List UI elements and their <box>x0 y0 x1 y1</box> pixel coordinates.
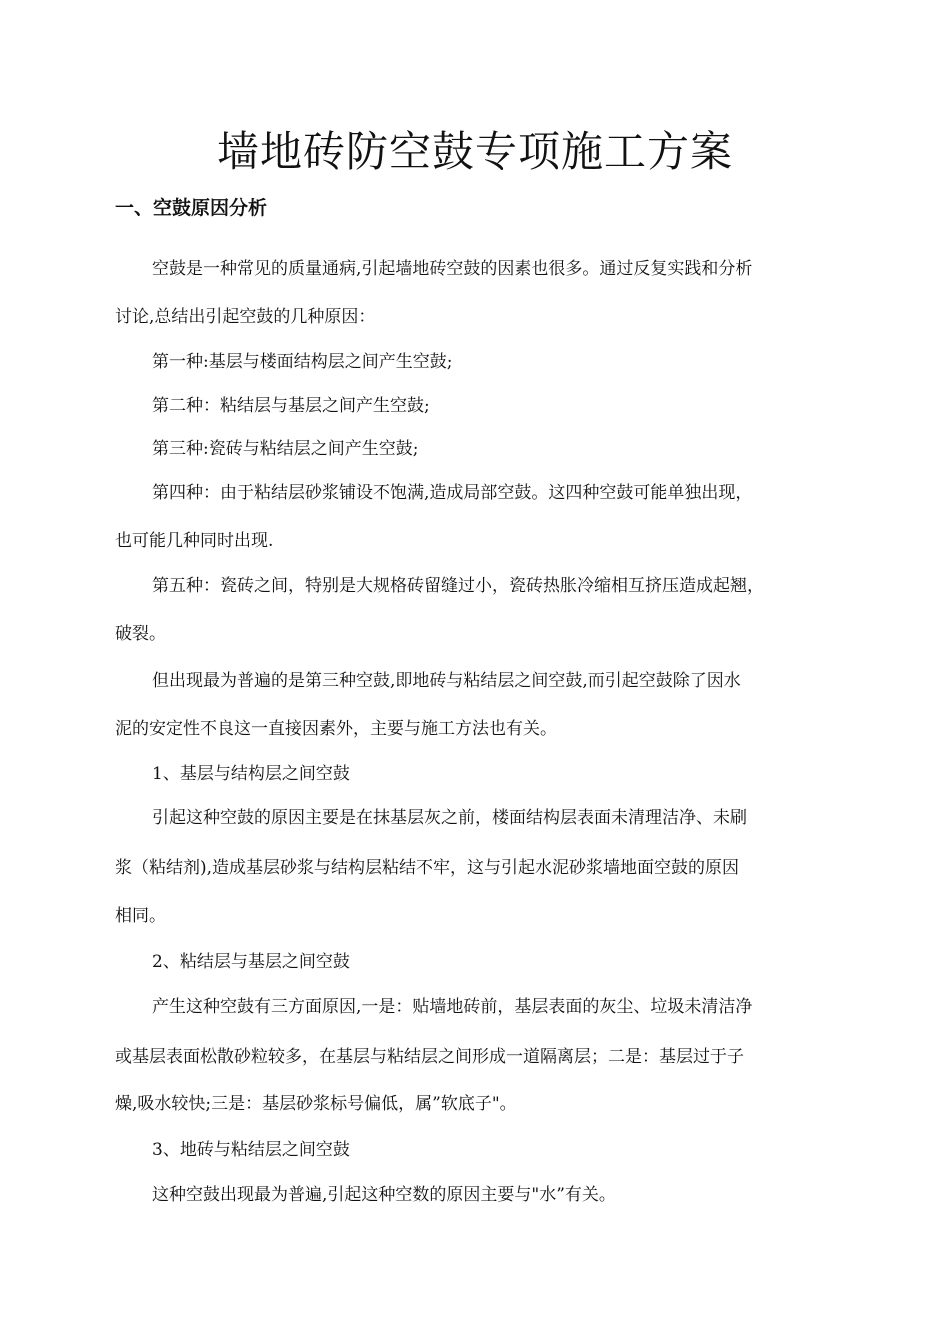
subsection-2-line-2: 或基层表面松散砂粒较多，在基层与粘结层之间形成一道隔离层；二是：基层过于子 <box>115 1047 744 1067</box>
subsection-2-line-1: 产生这种空鼓有三方面原因,一是：贴墙地砖前，基层表面的灰尘、垃圾未清洁净 <box>152 997 753 1017</box>
cause-type-5-line-1: 第五种：瓷砖之间，特别是大规格砖留缝过小，瓷砖热胀冷缩相互挤压造成起翘， <box>152 576 764 596</box>
paragraph-common-line-1: 但出现最为普遍的是第三种空鼓,即地砖与粘结层之间空鼓,而引起空鼓除了因水 <box>152 671 741 691</box>
subsection-1-line-2: 浆（粘结剂),造成基层砂浆与结构层粘结不牢，这与引起水泥砂浆墙地面空鼓的原因 <box>115 858 740 878</box>
cause-type-4-line-2: 也可能几种同时出现. <box>115 531 274 551</box>
section-heading-cause-analysis: 一、空鼓原因分析 <box>115 197 268 219</box>
subsection-3-line-1: 这种空鼓出现最为普遍,引起这种空数的原因主要与"水”有关。 <box>152 1185 616 1205</box>
subsection-2-line-3: 燥,吸水较快;三是：基层砂浆标号偏低，属”软底子"。 <box>115 1094 517 1114</box>
cause-type-2: 第二种：粘结层与基层之间产生空鼓; <box>152 396 430 416</box>
subsection-1-line-3: 相同。 <box>115 906 166 926</box>
subheading-3: 3、地砖与粘结层之间空鼓 <box>152 1140 350 1160</box>
subheading-2: 2、粘结层与基层之间空鼓 <box>152 952 350 972</box>
subheading-1: 1、基层与结构层之间空鼓 <box>152 764 350 784</box>
paragraph-common-line-2: 泥的安定性不良这一直接因素外，主要与施工方法也有关。 <box>115 719 557 739</box>
paragraph-intro-line-2: 讨论,总结出引起空鼓的几种原因： <box>115 307 376 327</box>
document-title: 墙地砖防空鼓专项施工方案 <box>216 127 733 176</box>
cause-type-3: 第三种:瓷砖与粘结层之间产生空鼓; <box>152 439 419 459</box>
cause-type-4-line-1: 第四种：由于粘结层砂浆铺设不饱满,造成局部空鼓。这四种空鼓可能单独出现， <box>152 483 753 503</box>
cause-type-5-line-2: 破裂。 <box>115 624 166 644</box>
paragraph-intro-line-1: 空鼓是一种常见的质量通病,引起墙地砖空鼓的因素也很多。通过反复实践和分析 <box>152 259 753 279</box>
subsection-1-line-1: 引起这种空鼓的原因主要是在抹基层灰之前，楼面结构层表面未清理洁净、未刷 <box>152 808 747 828</box>
cause-type-1: 第一种:基层与楼面结构层之间产生空鼓; <box>152 352 453 372</box>
